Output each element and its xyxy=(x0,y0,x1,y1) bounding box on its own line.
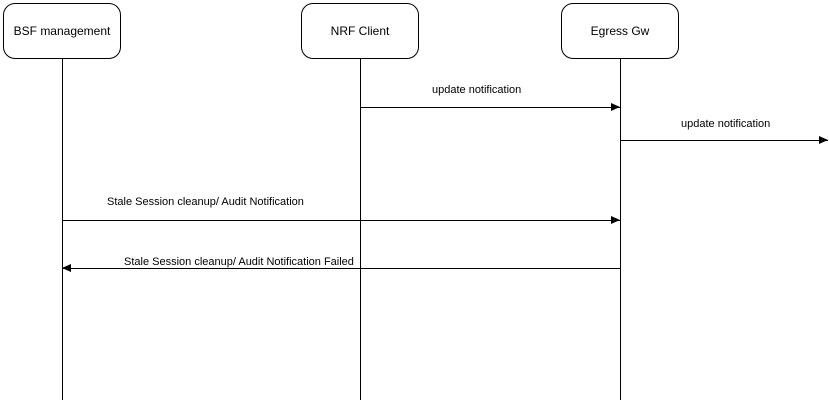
lifeline-line-bsf-management xyxy=(62,59,63,400)
lifeline-box-bsf-management[interactable] xyxy=(3,3,121,59)
arrow-head-stale-session-cleanup-audit-notification xyxy=(611,216,620,224)
message-line-stale-session-cleanup-audit-notification xyxy=(62,220,620,221)
lifeline-box-nrf-client[interactable] xyxy=(301,3,419,59)
message-label-stale-session-cleanup-audit-notification-failed: Stale Session cleanup/ Audit Notification Failed xyxy=(124,256,354,268)
lifeline-line-egress-gw xyxy=(620,59,621,400)
arrow-head-stale-session-cleanup-audit-notification-failed xyxy=(62,264,71,272)
message-line-stale-session-cleanup-audit-notification-failed xyxy=(62,268,620,269)
lifeline-label-egress-gw: Egress Gw xyxy=(590,24,650,38)
arrow-head-update-notification-2 xyxy=(819,136,828,144)
message-line-update-notification-2 xyxy=(620,140,828,141)
lifeline-label-bsf-management: BSF management xyxy=(13,24,111,38)
message-label-stale-session-cleanup-audit-notification: Stale Session cleanup/ Audit Notification xyxy=(107,196,304,208)
message-label-update-notification-2: update notification xyxy=(681,118,771,130)
message-line-update-notification-1 xyxy=(360,107,620,108)
lifeline-line-nrf-client xyxy=(360,59,361,400)
lifeline-label-nrf-client: NRF Client xyxy=(330,24,390,38)
lifeline-box-egress-gw[interactable] xyxy=(561,3,679,59)
message-label-update-notification-1: update notification xyxy=(432,84,522,96)
arrow-head-update-notification-1 xyxy=(611,103,620,111)
